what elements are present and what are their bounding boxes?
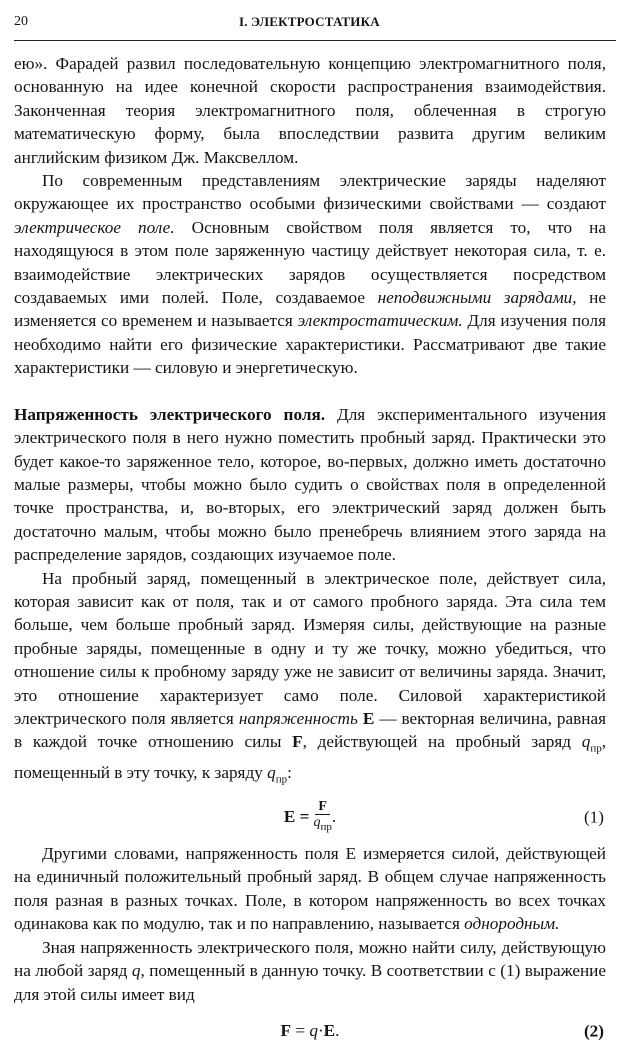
text: Для изучения поля необходимо найти его физические характеристики. Рассматривают две такие характеристики — силовую и энергетическую. [14, 311, 606, 378]
italic-term: напряженность [238, 708, 358, 728]
paragraph-6 [14, 936, 606, 1006]
paragraph-3 [14, 403, 606, 567]
text: Другими словами, напряженность поля E измеряется силой, действующей на единичный положительный пробный заряд. В общем случае напряженность поля разная в разных точках. Поле, в котором напряженность во всех точках одинакова как по модулю, так и по направлению, называется [14, 844, 606, 934]
text: , действующей на пробный заряд [302, 732, 582, 752]
field-symbol: E [323, 1021, 336, 1041]
paragraph-4 [14, 567, 606, 793]
paragraph-1: ею». Фарадей развил последовательную концепцию электромагнитного поля, основанную на идее конечной скорости распространения взаимодействия. Законченная теория электромагнитного поля, облеченная в строгую математическую форму, была впоследствии развита другим великим английским физиком Дж. Максвеллом. [14, 54, 606, 167]
text: — векторная величина, равная в каждой точке отношению силы [14, 708, 607, 752]
section-heading: Напряженность электрического поля. [14, 404, 326, 424]
running-head: I. ЭЛЕКТРОСТАТИКА [239, 14, 380, 29]
force-symbol: F [280, 1021, 292, 1041]
formula-period: . [335, 1021, 340, 1041]
text: По современным представлениям электрические заряды наделяют окружающее их пространство особыми физическими свойствами — создают [14, 171, 606, 214]
header-rule [14, 40, 616, 41]
italic-term: однородным. [464, 914, 560, 934]
vector-symbol: F [292, 732, 303, 752]
formula-1 [14, 792, 606, 842]
charge-symbol: q [581, 732, 591, 752]
text: Для экспериментального изучения электрического поля в него нужно поместить пробный заряд. Практически это будет какое-то заряженное тело, которое, во-первых, должно иметь достаточно малые размеры, чтобы можно было судить о свойствах поля в определенной точке пространства, и, во-вторых, его электрический заряд должен быть достаточно малым, чтобы можно было пренебречь влиянием этого заряда на распределение зарядов, создающих изучаемое поле. [14, 404, 606, 565]
text: не изменяется со временем и называется [14, 288, 607, 331]
formula-lhs: E = [283, 807, 310, 827]
equation-number: (2) [583, 1021, 604, 1041]
formula-2 [14, 1008, 606, 1054]
text: Зная напряженность электрического поля, можно найти силу, действующую на любой заряд [14, 937, 606, 981]
page-body [14, 52, 606, 1054]
subscript: пр [590, 742, 602, 755]
text: , помещенный в данную точку. В соответствии с (1) выражение для этой силы имеет вид [14, 961, 606, 1004]
paragraph-5 [14, 842, 606, 936]
charge-symbol: q [309, 1021, 318, 1041]
fraction-denominator [313, 815, 331, 835]
subscript: пр [320, 820, 332, 833]
italic-term: электростатическим. [297, 311, 463, 331]
equals-sign: = [291, 1021, 310, 1041]
formula-period: . [331, 807, 337, 827]
text: На пробный заряд, помещенный в электрическое поле, действует сила, которая зависит как от поля, так и от самого пробного заряда. Эта сила тем больше, чем больше пробный заряд. Измеряя силы, действующие на разные пробные заряды, помещенные в одну и ту же точку, можно убедиться, что отношение силы к пробному заряду уже не зависит от величины заряда. Значит, это отношение характеризует само поле. Силовой характеристикой электрического поля является [14, 568, 606, 728]
charge-symbol: q [313, 815, 321, 831]
paragraph-2 [14, 169, 606, 380]
charge-symbol: q [267, 763, 276, 783]
dot-operator: · [317, 1021, 324, 1041]
equation-number: (1) [583, 807, 604, 827]
page-number: 20 [14, 14, 28, 29]
text: , помещенный в эту точку, к заряду [14, 732, 606, 783]
page-header [14, 6, 616, 46]
italic-term: неподвижными зарядами, [377, 288, 577, 308]
fraction-numerator: F [315, 799, 330, 815]
italic-term: электрическое поле. [14, 217, 175, 237]
text: : [287, 763, 292, 783]
fraction [313, 799, 331, 835]
charge-symbol: q [131, 961, 141, 981]
text: Основным свойством поля является то, что на находящуюся в этом поле заряженную частицу действует некоторая сила, т. е. взаимодействие электрических зарядов осуществляется посредством создаваемых ими полей. Поле, создаваемое [14, 217, 606, 308]
vector-symbol: E [357, 708, 375, 728]
subscript: пр [275, 773, 288, 786]
